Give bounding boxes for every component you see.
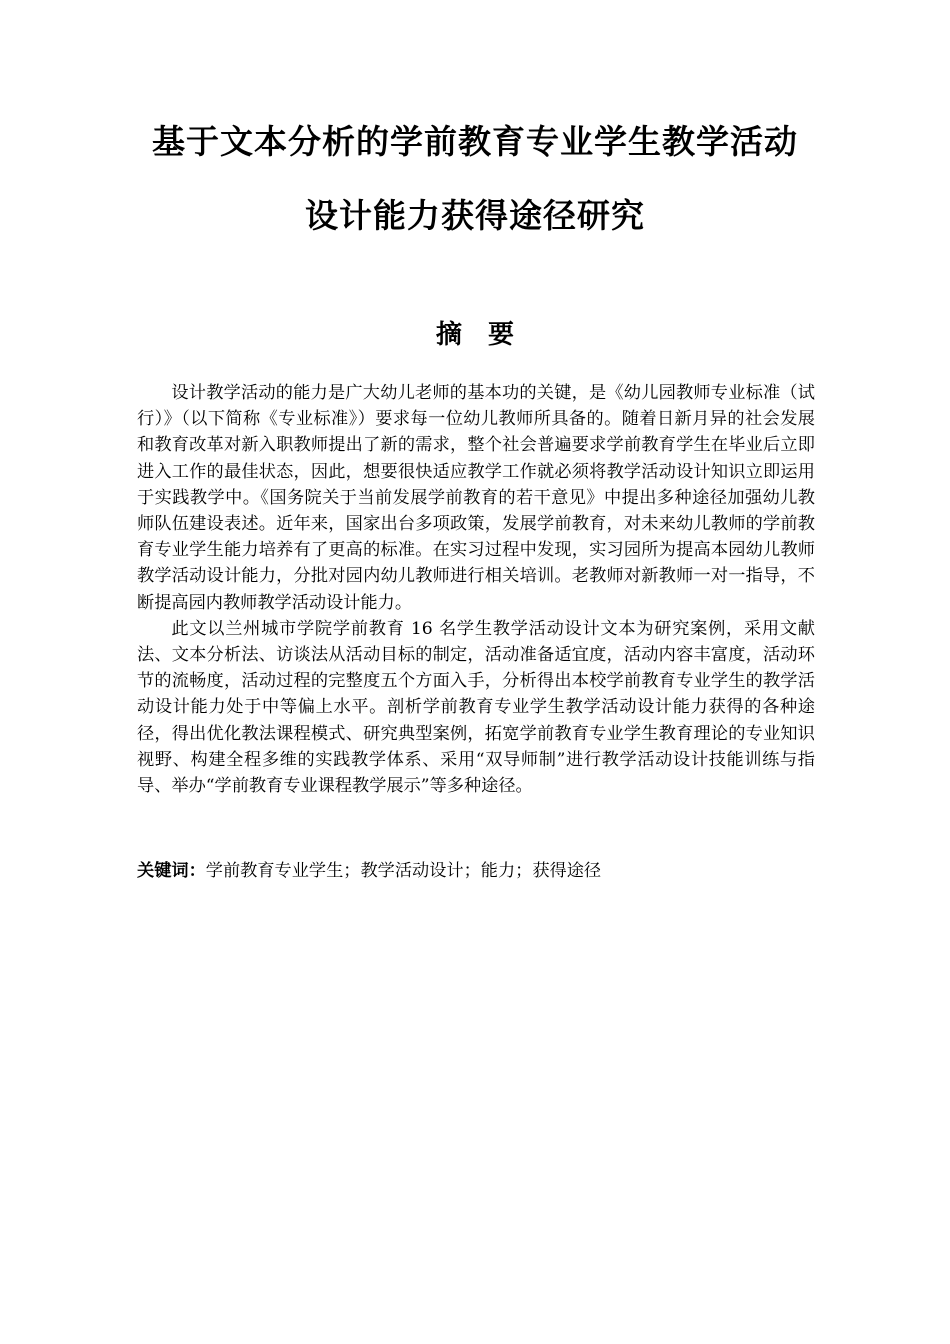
keywords-label: 关键词： — [137, 861, 206, 881]
abstract-paragraph-2: 此文以兰州城市学院学前教育 16 名学生教学活动设计文本为研究案例，采用文献法、文本分析法、访谈法从活动目标的制定，活动准备适宜度，活动内容丰富度，活动环节的流畅度，活动过程的完整度五个方面入手，分析得出本校学前教育专业学生的教学活动设计能力处于中等偏上水平。剖析学前教育专业学生教学活动设计能力获得的各种途径，得出优化教法课程模式、研究典型案例，拓宽学前教育专业学生教育理论的专业知识视野、构建全程多维的实践教学体系、采用“双导师制”进行教学活动设计技能训练与指导、举办“学前教育专业课程教学展示”等多种途径。 — [137, 618, 815, 797]
paper-title-line-1: 基于文本分析的学前教育专业学生教学活动 — [152, 122, 798, 161]
keywords-text: 学前教育专业学生；教学活动设计；能力；获得途径 — [205, 861, 602, 881]
paper-title-line-2: 设计能力获得途径研究 — [305, 196, 645, 235]
abstract-paragraph-1: 设计教学活动的能力是广大幼儿老师的基本功的关键，是《幼儿园教师专业标准（试行）》（以下简称《专业标准》）要求每一位幼儿教师所具备的。随着日新月异的社会发展和教育改革对新入职教师提出了新的需求，整个社会普遍要求学前教育学生在毕业后立即进入工作的最佳状态，因此，想要很快适应教学工作就必须将教学活动设计知识立即运用于实践教学中。《国务院关于当前发展学前教育的若干意见》中提出多种途径加强幼儿教师队伍建设表述。近年来，国家出台多项政策，发展学前教育，对未来幼儿教师的学前教育专业学生能力培养有了更高的标准。在实习过程中发现，实习园所为提高本园幼儿教师教学活动设计能力，分批对园内幼儿教师进行相关培训。老教师对新教师一对一指导，不断提高园内教师教学活动设计能力。 — [137, 383, 815, 613]
keywords-line — [137, 858, 815, 884]
abstract-heading: 摘 要 — [435, 320, 514, 350]
abstract-body — [137, 380, 815, 799]
